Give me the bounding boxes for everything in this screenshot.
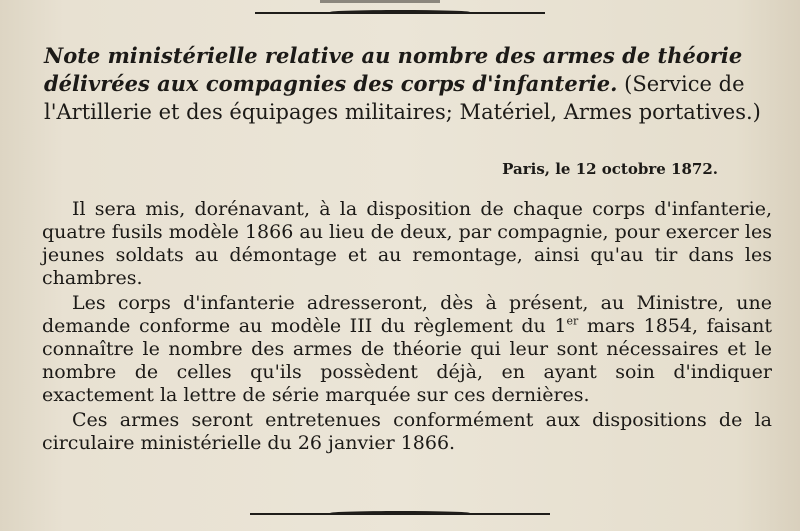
- paragraph-2-after: mars 1854, faisant connaître le nombre des armes de théorie qui leur sont nécessaires et le nombre de celles qu'ils possèdent déjà, en ayant soin d'indiquer exactement la lettre de série marquée sur ces dernières.: [42, 315, 773, 406]
- top-ornamental-rule: [255, 12, 545, 14]
- note-title: Note ministérielle relative au nombre des armes de théorie délivrées aux compagnies des corps d'infanterie.: [44, 43, 743, 96]
- paragraph-1: Il sera mis, dorénavant, à la disposition de chaque corps d'infanterie, quatre fusils modèle 1866 au lieu de deux, par compagnie, pour exercer les jeunes soldats au démontage et au remontage, ainsi qu'au tir dans les chambres.: [42, 198, 772, 289]
- bottom-ornamental-rule: [250, 513, 550, 515]
- bleed-through-mark: [320, 0, 440, 3]
- note-service: (Service de l'Artillerie et des équipages militaires; Matériel, Armes portatives.): [44, 72, 761, 124]
- note-body: [42, 198, 772, 457]
- paragraph-2: [42, 292, 772, 407]
- paragraph-3: Ces armes seront entretenues conformément aux dispositions de la circulaire ministérielle du 26 janvier 1866.: [42, 409, 772, 454]
- note-heading: [44, 42, 779, 126]
- dateline: Paris, le 12 octobre 1872.: [502, 160, 718, 178]
- ordinal-superscript: er: [566, 314, 579, 328]
- paragraph-2-before: Les corps d'infanterie adresseront, dès à présent, au Ministre, une demande conforme au modèle III du règlement du 1: [42, 292, 772, 337]
